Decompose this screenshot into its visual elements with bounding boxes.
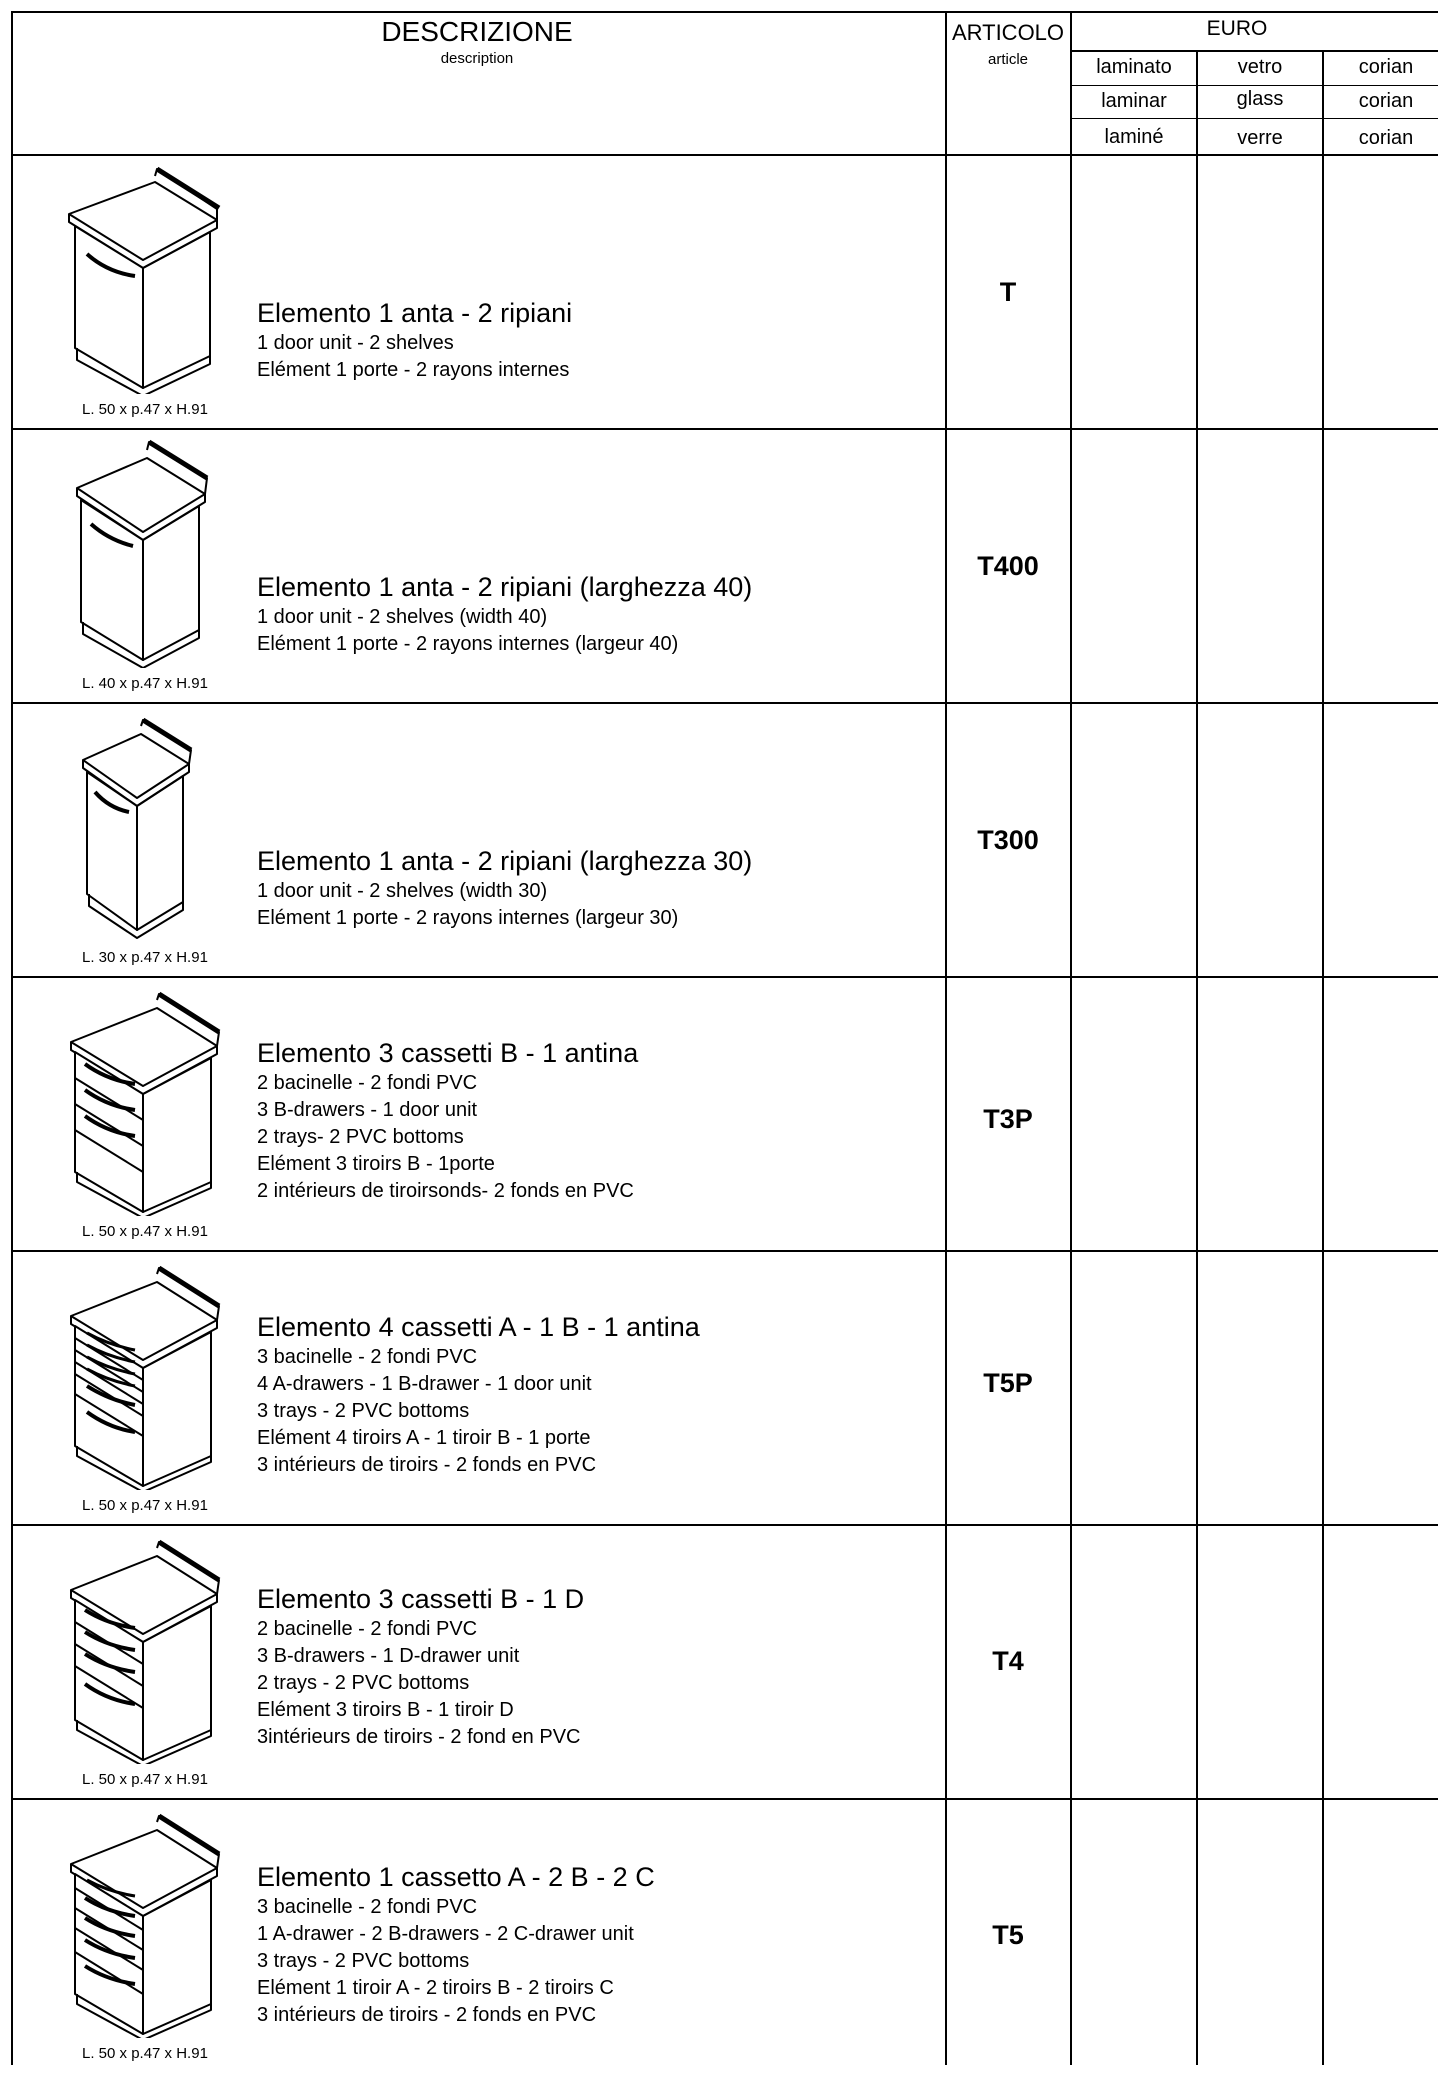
- item-title: Elemento 4 cassetti A - 1 B - 1 antina: [257, 1312, 700, 1342]
- item-description-line: 3 bacinelle - 2 fondi PVC: [257, 1346, 478, 1368]
- article-code: T5P: [983, 1368, 1033, 1398]
- item-title: Elemento 3 cassetti B - 1 D: [257, 1584, 585, 1614]
- base-cabinet-1-door-icon: [57, 712, 232, 942]
- item-description: [257, 1036, 947, 1205]
- item-description: [257, 1582, 947, 1751]
- drawer-cabinet-icon: [57, 1534, 232, 1764]
- article-code: T5: [992, 1920, 1024, 1950]
- item-description-line: 3 B-drawers - 1 door unit: [257, 1099, 478, 1121]
- dimensions-label: L. 50 x p.47 x H.91: [82, 1223, 208, 1240]
- material-header-it-2: vetro: [1237, 56, 1283, 78]
- article-code: T4: [992, 1646, 1024, 1676]
- material-row-divider-1: [1071, 85, 1438, 86]
- item-description-line: Elément 3 tiroirs B - 1porte: [257, 1153, 495, 1175]
- item-description: [257, 1860, 947, 2029]
- item-description-line: Elément 1 porte - 2 rayons internes (largeur 30): [257, 907, 679, 929]
- item-title: Elemento 1 anta - 2 ripiani (larghezza 40): [257, 572, 753, 602]
- article-code: T300: [977, 825, 1039, 855]
- dimensions-label: L. 50 x p.47 x H.91: [82, 401, 208, 418]
- article-header: ARTICOLO: [951, 20, 1065, 45]
- description-header-sub: description: [440, 50, 514, 67]
- material-header-it-3: corian: [1358, 56, 1414, 78]
- item-title: Elemento 3 cassetti B - 1 antina: [257, 1038, 639, 1068]
- item-title: Elemento 1 cassetto A - 2 B - 2 C: [257, 1862, 655, 1892]
- table-row: [12, 1800, 1438, 2073]
- item-description-line: 2 bacinelle - 2 fondi PVC: [257, 1618, 478, 1640]
- drawer-cabinet-icon: [57, 1260, 232, 1490]
- table-row: [12, 1526, 1438, 1799]
- article-header-sub: article: [987, 51, 1028, 68]
- item-description-line: 3 trays - 2 PVC bottoms: [257, 1950, 470, 1972]
- material-header-fr-1: laminé: [1104, 126, 1164, 148]
- item-description-line: 1 door unit - 2 shelves (width 30): [257, 880, 548, 902]
- item-description-line: Elément 1 porte - 2 rayons internes (largeur 40): [257, 633, 679, 655]
- table-row: [12, 1252, 1438, 1525]
- item-description-line: 3intérieurs de tiroirs - 2 fond en PVC: [257, 1726, 581, 1748]
- item-title: Elemento 1 anta - 2 ripiani: [257, 298, 573, 328]
- dimensions-label: L. 40 x p.47 x H.91: [82, 675, 208, 692]
- item-description: [257, 844, 947, 932]
- article-code: T3P: [983, 1104, 1033, 1134]
- material-header-en-1: laminar: [1101, 90, 1167, 112]
- item-description: [257, 1310, 947, 1479]
- item-description-line: 2 trays - 2 PVC bottoms: [257, 1672, 470, 1694]
- dimensions-label: L. 50 x p.47 x H.91: [82, 1497, 208, 1514]
- material-header-it-1: laminato: [1096, 56, 1172, 78]
- item-description-line: 1 A-drawer - 2 B-drawers - 2 C-drawer unit: [257, 1923, 634, 1945]
- table-row: [12, 156, 1438, 429]
- material-header-fr-3: corian: [1358, 127, 1414, 149]
- item-description-line: 1 door unit - 2 shelves: [257, 332, 454, 354]
- item-description-line: 3 B-drawers - 1 D-drawer unit: [257, 1645, 520, 1667]
- item-description-line: 2 bacinelle - 2 fondi PVC: [257, 1072, 478, 1094]
- item-description-line: 3 intérieurs de tiroirs - 2 fonds en PVC: [257, 2004, 597, 2026]
- table-row: [12, 704, 1438, 977]
- base-cabinet-1-door-icon: [57, 164, 232, 394]
- item-description-line: 2 trays- 2 PVC bottoms: [257, 1126, 464, 1148]
- dimensions-label: L. 30 x p.47 x H.91: [82, 949, 208, 966]
- item-description-line: Elément 1 tiroir A - 2 tiroirs B - 2 tiroirs C: [257, 1977, 614, 1999]
- drawer-cabinet-icon: [57, 1808, 232, 2038]
- material-header-fr-2: verre: [1237, 127, 1283, 149]
- table-top-border: [12, 11, 1438, 13]
- item-description-line: 4 A-drawers - 1 B-drawer - 1 door unit: [257, 1373, 592, 1395]
- dimensions-label: L. 50 x p.47 x H.91: [82, 1771, 208, 1788]
- table-row: [12, 978, 1438, 1251]
- euro-header-divider: [1071, 50, 1438, 52]
- item-description-line: 3 bacinelle - 2 fondi PVC: [257, 1896, 478, 1918]
- item-description: [257, 296, 947, 384]
- item-description-line: 1 door unit - 2 shelves (width 40): [257, 606, 548, 628]
- item-description-line: 3 intérieurs de tiroirs - 2 fonds en PVC: [257, 1454, 597, 1476]
- article-code: T400: [977, 551, 1039, 581]
- item-title: Elemento 1 anta - 2 ripiani (larghezza 30): [257, 846, 753, 876]
- drawer-cabinet-icon: [57, 986, 232, 1216]
- dimensions-label: L. 50 x p.47 x H.91: [82, 2045, 208, 2062]
- material-header-en-3: corian: [1358, 90, 1414, 112]
- base-cabinet-1-door-icon: [57, 438, 232, 668]
- item-description-line: Elément 1 porte - 2 rayons internes: [257, 359, 570, 381]
- currency-header: EURO: [1206, 17, 1268, 40]
- item-description-line: Elément 4 tiroirs A - 1 tiroir B - 1 porte: [257, 1427, 591, 1449]
- material-header-en-2: glass: [1236, 88, 1284, 110]
- item-description: [257, 570, 947, 658]
- article-code: T: [999, 277, 1017, 307]
- material-row-divider-2: [1071, 118, 1438, 119]
- description-header: DESCRIZIONE: [381, 16, 573, 47]
- item-description-line: Elément 3 tiroirs B - 1 tiroir D: [257, 1699, 514, 1721]
- item-description-line: 2 intérieurs de tiroirsonds- 2 fonds en PVC: [257, 1180, 634, 1202]
- item-description-line: 3 trays - 2 PVC bottoms: [257, 1400, 470, 1422]
- table-row: [12, 430, 1438, 703]
